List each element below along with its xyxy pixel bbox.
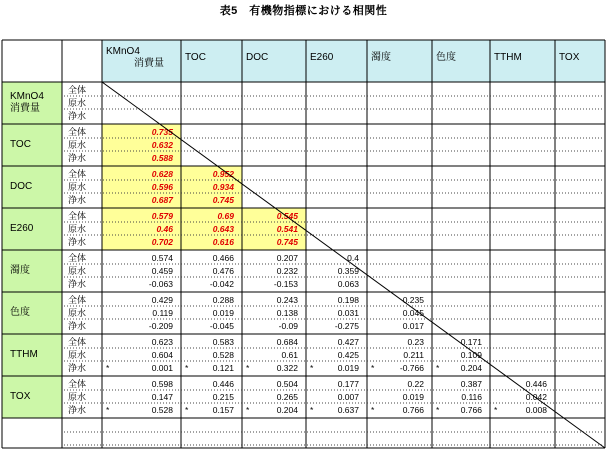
correlation-value: 0.745 <box>276 237 298 247</box>
correlation-value: 0.934 <box>212 182 234 192</box>
row-header-text: E260 <box>10 223 34 234</box>
correlation-value: 0.69 <box>217 211 234 221</box>
row-sublabel: 原水 <box>68 140 87 150</box>
correlation-value: 0.387 <box>460 379 482 389</box>
column-header: 色度 <box>432 40 490 82</box>
significance-flag: * <box>371 405 375 415</box>
correlation-value: -0.063 <box>148 279 173 289</box>
correlation-value: 0.687 <box>151 195 173 205</box>
row-sublabel: 浄水 <box>68 153 87 163</box>
correlation-value: 0.545 <box>276 211 298 221</box>
row-sublabel: 全体 <box>68 127 87 137</box>
correlation-value: 0.232 <box>276 266 298 276</box>
correlation-value: -0.153 <box>273 279 298 289</box>
correlation-value: 0.001 <box>151 363 173 373</box>
significance-flag: * <box>436 405 440 415</box>
correlation-value: 0.643 <box>212 224 234 234</box>
correlation-value: 0.637 <box>337 405 359 415</box>
correlation-value: 0.429 <box>151 295 173 305</box>
correlation-value: 0.211 <box>403 350 424 360</box>
correlation-value: 0.745 <box>212 195 234 205</box>
row-header-text: TTHM <box>10 349 38 360</box>
correlation-value: 0.735 <box>151 127 173 137</box>
correlation-value: 0.528 <box>151 405 173 415</box>
correlation-value: 0.171 <box>460 337 482 347</box>
row-header-text: KMnO4 消費量 <box>10 91 44 114</box>
correlation-value: 0.147 <box>151 392 173 402</box>
row-header-text: 濁度 <box>10 265 30 276</box>
correlation-value: 0.952 <box>212 169 234 179</box>
correlation-value: 0.446 <box>525 379 547 389</box>
correlation-value: 0.46 <box>156 224 173 234</box>
correlation-value: 0.157 <box>212 405 234 415</box>
correlation-value: 0.007 <box>337 392 359 402</box>
row-sublabel: 全体 <box>68 211 87 221</box>
row-sublabel: 全体 <box>68 295 87 305</box>
correlation-value: 0.019 <box>337 363 359 373</box>
significance-flag: * <box>310 405 314 415</box>
row-sublabel: 全体 <box>68 337 87 347</box>
column-header-text: 消費量 <box>134 58 164 69</box>
correlation-value: 0.628 <box>151 169 173 179</box>
correlation-value: 0.019 <box>212 308 234 318</box>
row-sublabel: 浄水 <box>68 237 87 247</box>
correlation-value: -0.09 <box>278 321 298 331</box>
row-sublabel: 全体 <box>68 85 87 95</box>
correlation-value: 0.045 <box>402 308 424 318</box>
correlation-value: 0.583 <box>212 337 234 347</box>
correlation-value: 0.198 <box>337 295 359 305</box>
diagonal-line <box>102 82 605 448</box>
correlation-value: 0.616 <box>212 237 234 247</box>
correlation-value: -0.042 <box>209 279 234 289</box>
correlation-value: 0.574 <box>151 253 173 263</box>
row-sublabel: 原水 <box>68 266 87 276</box>
correlation-value: 0.22 <box>407 379 424 389</box>
row-header-text: TOC <box>10 139 31 150</box>
correlation-value: 0.702 <box>151 237 173 247</box>
correlation-value: 0.359 <box>337 266 359 276</box>
column-header: DOC <box>242 40 306 82</box>
row-sublabel: 全体 <box>68 379 87 389</box>
correlation-value: -0.275 <box>334 321 359 331</box>
significance-flag: * <box>436 363 440 373</box>
correlation-value: 0.604 <box>151 350 173 360</box>
correlation-value: 0.215 <box>212 392 234 402</box>
column-header: 濁度 <box>367 40 432 82</box>
table-title: 表5 有機物指標における相関性 <box>219 5 388 17</box>
row-header-text: TOX <box>10 391 31 402</box>
significance-flag: * <box>246 363 250 373</box>
correlation-value: 0.116 <box>461 392 482 402</box>
correlation-value: 0.541 <box>276 224 298 234</box>
row-sublabel: 全体 <box>68 253 87 263</box>
column-header-text: KMnO4 <box>106 46 140 57</box>
correlation-value: 0.425 <box>337 350 359 360</box>
correlation-value: 0.042 <box>525 392 547 402</box>
correlation-value: 0.207 <box>276 253 298 263</box>
correlation-value: 0.684 <box>276 337 298 347</box>
correlation-value: 0.177 <box>337 379 359 389</box>
correlation-value: 0.766 <box>460 405 482 415</box>
correlation-value: 0.476 <box>212 266 234 276</box>
correlation-value: 0.632 <box>151 140 173 150</box>
row-sublabel: 浄水 <box>68 111 87 121</box>
correlation-value: 0.528 <box>212 350 234 360</box>
column-header: E260 <box>306 40 367 82</box>
correlation-value: 0.138 <box>276 308 298 318</box>
correlation-value: 0.008 <box>525 405 547 415</box>
significance-flag: * <box>185 363 189 373</box>
row-sublabel: 浄水 <box>68 405 87 415</box>
correlation-value: 0.4 <box>347 253 359 263</box>
row-header-text: 色度 <box>10 307 30 318</box>
correlation-value: 0.019 <box>402 392 424 402</box>
row-sublabel: 原水 <box>68 350 87 360</box>
correlation-value: 0.579 <box>151 211 173 221</box>
correlation-value: 0.121 <box>212 363 234 373</box>
correlation-value: 0.446 <box>212 379 234 389</box>
significance-flag: * <box>185 405 189 415</box>
correlation-value: 0.596 <box>151 182 173 192</box>
row-sublabel: 原水 <box>68 182 87 192</box>
correlation-value: 0.265 <box>276 392 298 402</box>
correlation-value: -0.766 <box>399 363 424 373</box>
significance-flag: * <box>494 405 498 415</box>
correlation-value: 0.243 <box>276 295 298 305</box>
correlation-value: 0.031 <box>337 308 359 318</box>
significance-flag: * <box>310 363 314 373</box>
significance-flag: * <box>106 405 110 415</box>
correlation-value: -0.209 <box>148 321 173 331</box>
correlation-value: 0.23 <box>407 337 424 347</box>
correlation-value: 0.235 <box>402 295 424 305</box>
row-sublabel: 原水 <box>68 308 87 318</box>
correlation-value: 0.288 <box>212 295 234 305</box>
row-sublabel: 全体 <box>68 169 87 179</box>
correlation-value: 0.119 <box>152 308 173 318</box>
correlation-value: 0.766 <box>402 405 424 415</box>
column-header: TTHM <box>490 40 555 82</box>
significance-flag: * <box>106 363 110 373</box>
correlation-value: 0.61 <box>281 350 298 360</box>
correlation-value: 0.017 <box>402 321 424 331</box>
row-sublabel: 浄水 <box>68 321 87 331</box>
row-sublabel: 原水 <box>68 392 87 402</box>
significance-flag: * <box>371 363 375 373</box>
correlation-value: 0.427 <box>337 337 359 347</box>
correlation-value: 0.204 <box>276 405 298 415</box>
correlation-value: 0.623 <box>151 337 173 347</box>
correlation-value: 0.204 <box>460 363 482 373</box>
correlation-value: -0.045 <box>209 321 234 331</box>
correlation-value: 0.504 <box>276 379 298 389</box>
column-header: TOX <box>555 40 605 82</box>
correlation-value: 0.063 <box>337 279 359 289</box>
row-sublabel: 浄水 <box>68 363 87 373</box>
correlation-value: 0.109 <box>460 350 482 360</box>
significance-flag: * <box>246 405 250 415</box>
row-sublabel: 浄水 <box>68 195 87 205</box>
row-sublabel: 原水 <box>68 98 87 108</box>
row-sublabel: 原水 <box>68 224 87 234</box>
column-header: TOC <box>181 40 242 82</box>
correlation-value: 0.322 <box>276 363 298 373</box>
row-header-text: DOC <box>10 181 33 192</box>
correlation-value: 0.588 <box>151 153 173 163</box>
correlation-value: 0.598 <box>151 379 173 389</box>
row-sublabel: 浄水 <box>68 279 87 289</box>
correlation-value: 0.459 <box>151 266 173 276</box>
correlation-value: 0.466 <box>212 253 234 263</box>
